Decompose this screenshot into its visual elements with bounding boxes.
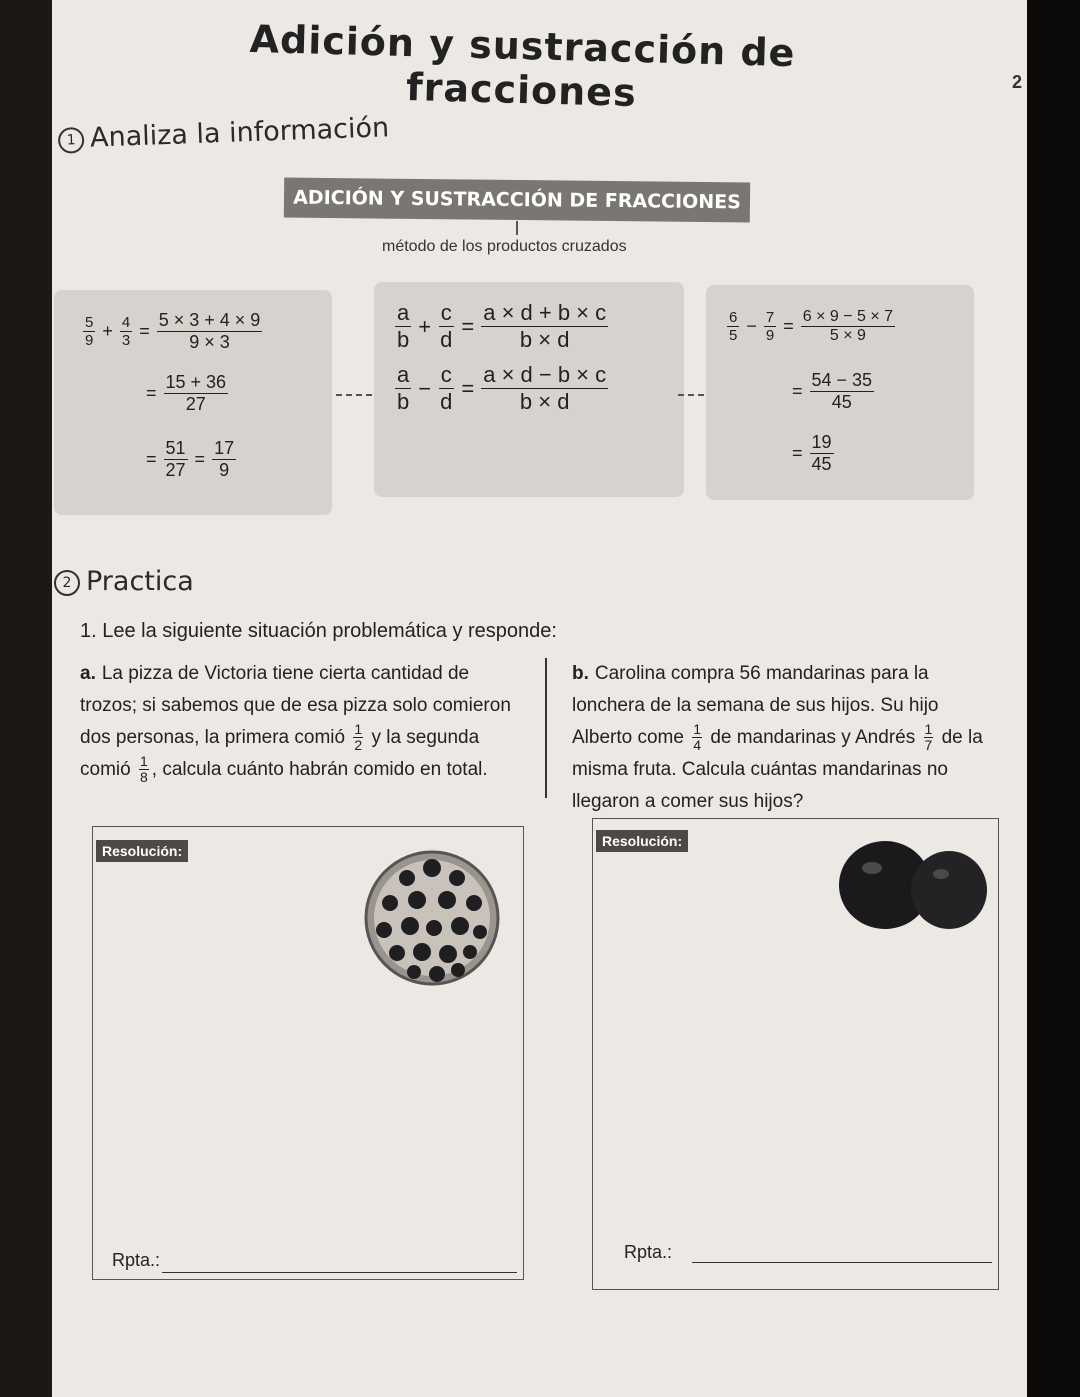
example-sum-step2: = $\frac{15 + 36}{27}$ [146, 372, 227, 414]
connector-left [336, 394, 372, 396]
answer-line-a[interactable] [162, 1272, 517, 1273]
general-sum-formula: $\frac{a}{b}$ + $\frac{c}{d}$ = $\frac{a \times d + b \times c}{b \times d}$ [397, 300, 607, 352]
example-diff-step3: = $\frac{19}{45}$ [792, 432, 832, 474]
analiza-heading [58, 112, 390, 155]
general-diff-formula: $\frac{a}{b}$ − $\frac{c}{d}$ = $\frac{a \times d - b \times c}{b \times d}$ [397, 362, 607, 414]
topic-banner: ADICIÓN Y SUSTRACCIÓN DE FRACCIONES [284, 178, 750, 223]
example-sum-step1: $\frac{5}{9}$ + $\frac{4}{3}$ = $\frac{5 \times 3 + 4 \times 9}{9 \times 3}$ [85, 310, 261, 352]
example-diff-step2: = $\frac{54 - 35}{45}$ [792, 370, 873, 412]
analiza-heading-text: Analiza la información [89, 112, 390, 154]
practica-heading-text: Practica [86, 566, 194, 597]
problem-b: b. Carolina compra 56 mandarinas para la lonchera de la semana de sus hijos. Su hijo Alberto come $\frac{1}{4}$ de mandarinas y Andrés $\frac{1}{7}$ de la misma fruta. Calcula cuántas mandarinas no llegaron a comer sus hijos? [572, 663, 983, 812]
page-title: Adición y sustracción de fracciones [249, 16, 796, 116]
mandarins-image [837, 838, 987, 933]
problem-a: a. La pizza de Victoria tiene cierta cantidad de trozos; si sabemos que de esa pizza solo comieron dos personas, la primera comió $\frac{1}{2}$ y la segunda comió $\frac{1}{8}$ , calcula cuánto habrán comido en total. [80, 663, 511, 786]
pizza-image [362, 848, 502, 988]
example-diff-step1: $\frac{6}{5}$ − $\frac{7}{9}$ = $\frac{6 \times 9 - 5 \times 7}{5 \times 9}$ [729, 308, 894, 344]
answer-label-a: Rpta.: [112, 1250, 161, 1270]
answer-label-b: Rpta.: [624, 1242, 673, 1262]
column-divider [545, 658, 547, 798]
method-subtitle: método de los productos cruzados [382, 238, 627, 255]
worksheet-page [52, 0, 1027, 1397]
step-2-icon: 2 [54, 570, 80, 596]
resolution-label-b: Resolución: [596, 830, 688, 852]
question-1: 1. Lee la siguiente situación problemática y responde: [80, 620, 557, 642]
banner-connector [516, 221, 518, 235]
answer-line-b[interactable] [692, 1262, 992, 1263]
photo-background-edge [1027, 0, 1080, 1397]
step-1-icon: 1 [58, 126, 85, 153]
resolution-label-a: Resolución: [96, 840, 188, 862]
page-number: 2 [1012, 72, 1023, 92]
practica-heading [54, 566, 194, 597]
example-sum-step3: = $\frac{51}{27}$ = $\frac{17}{9}$ [146, 438, 235, 480]
